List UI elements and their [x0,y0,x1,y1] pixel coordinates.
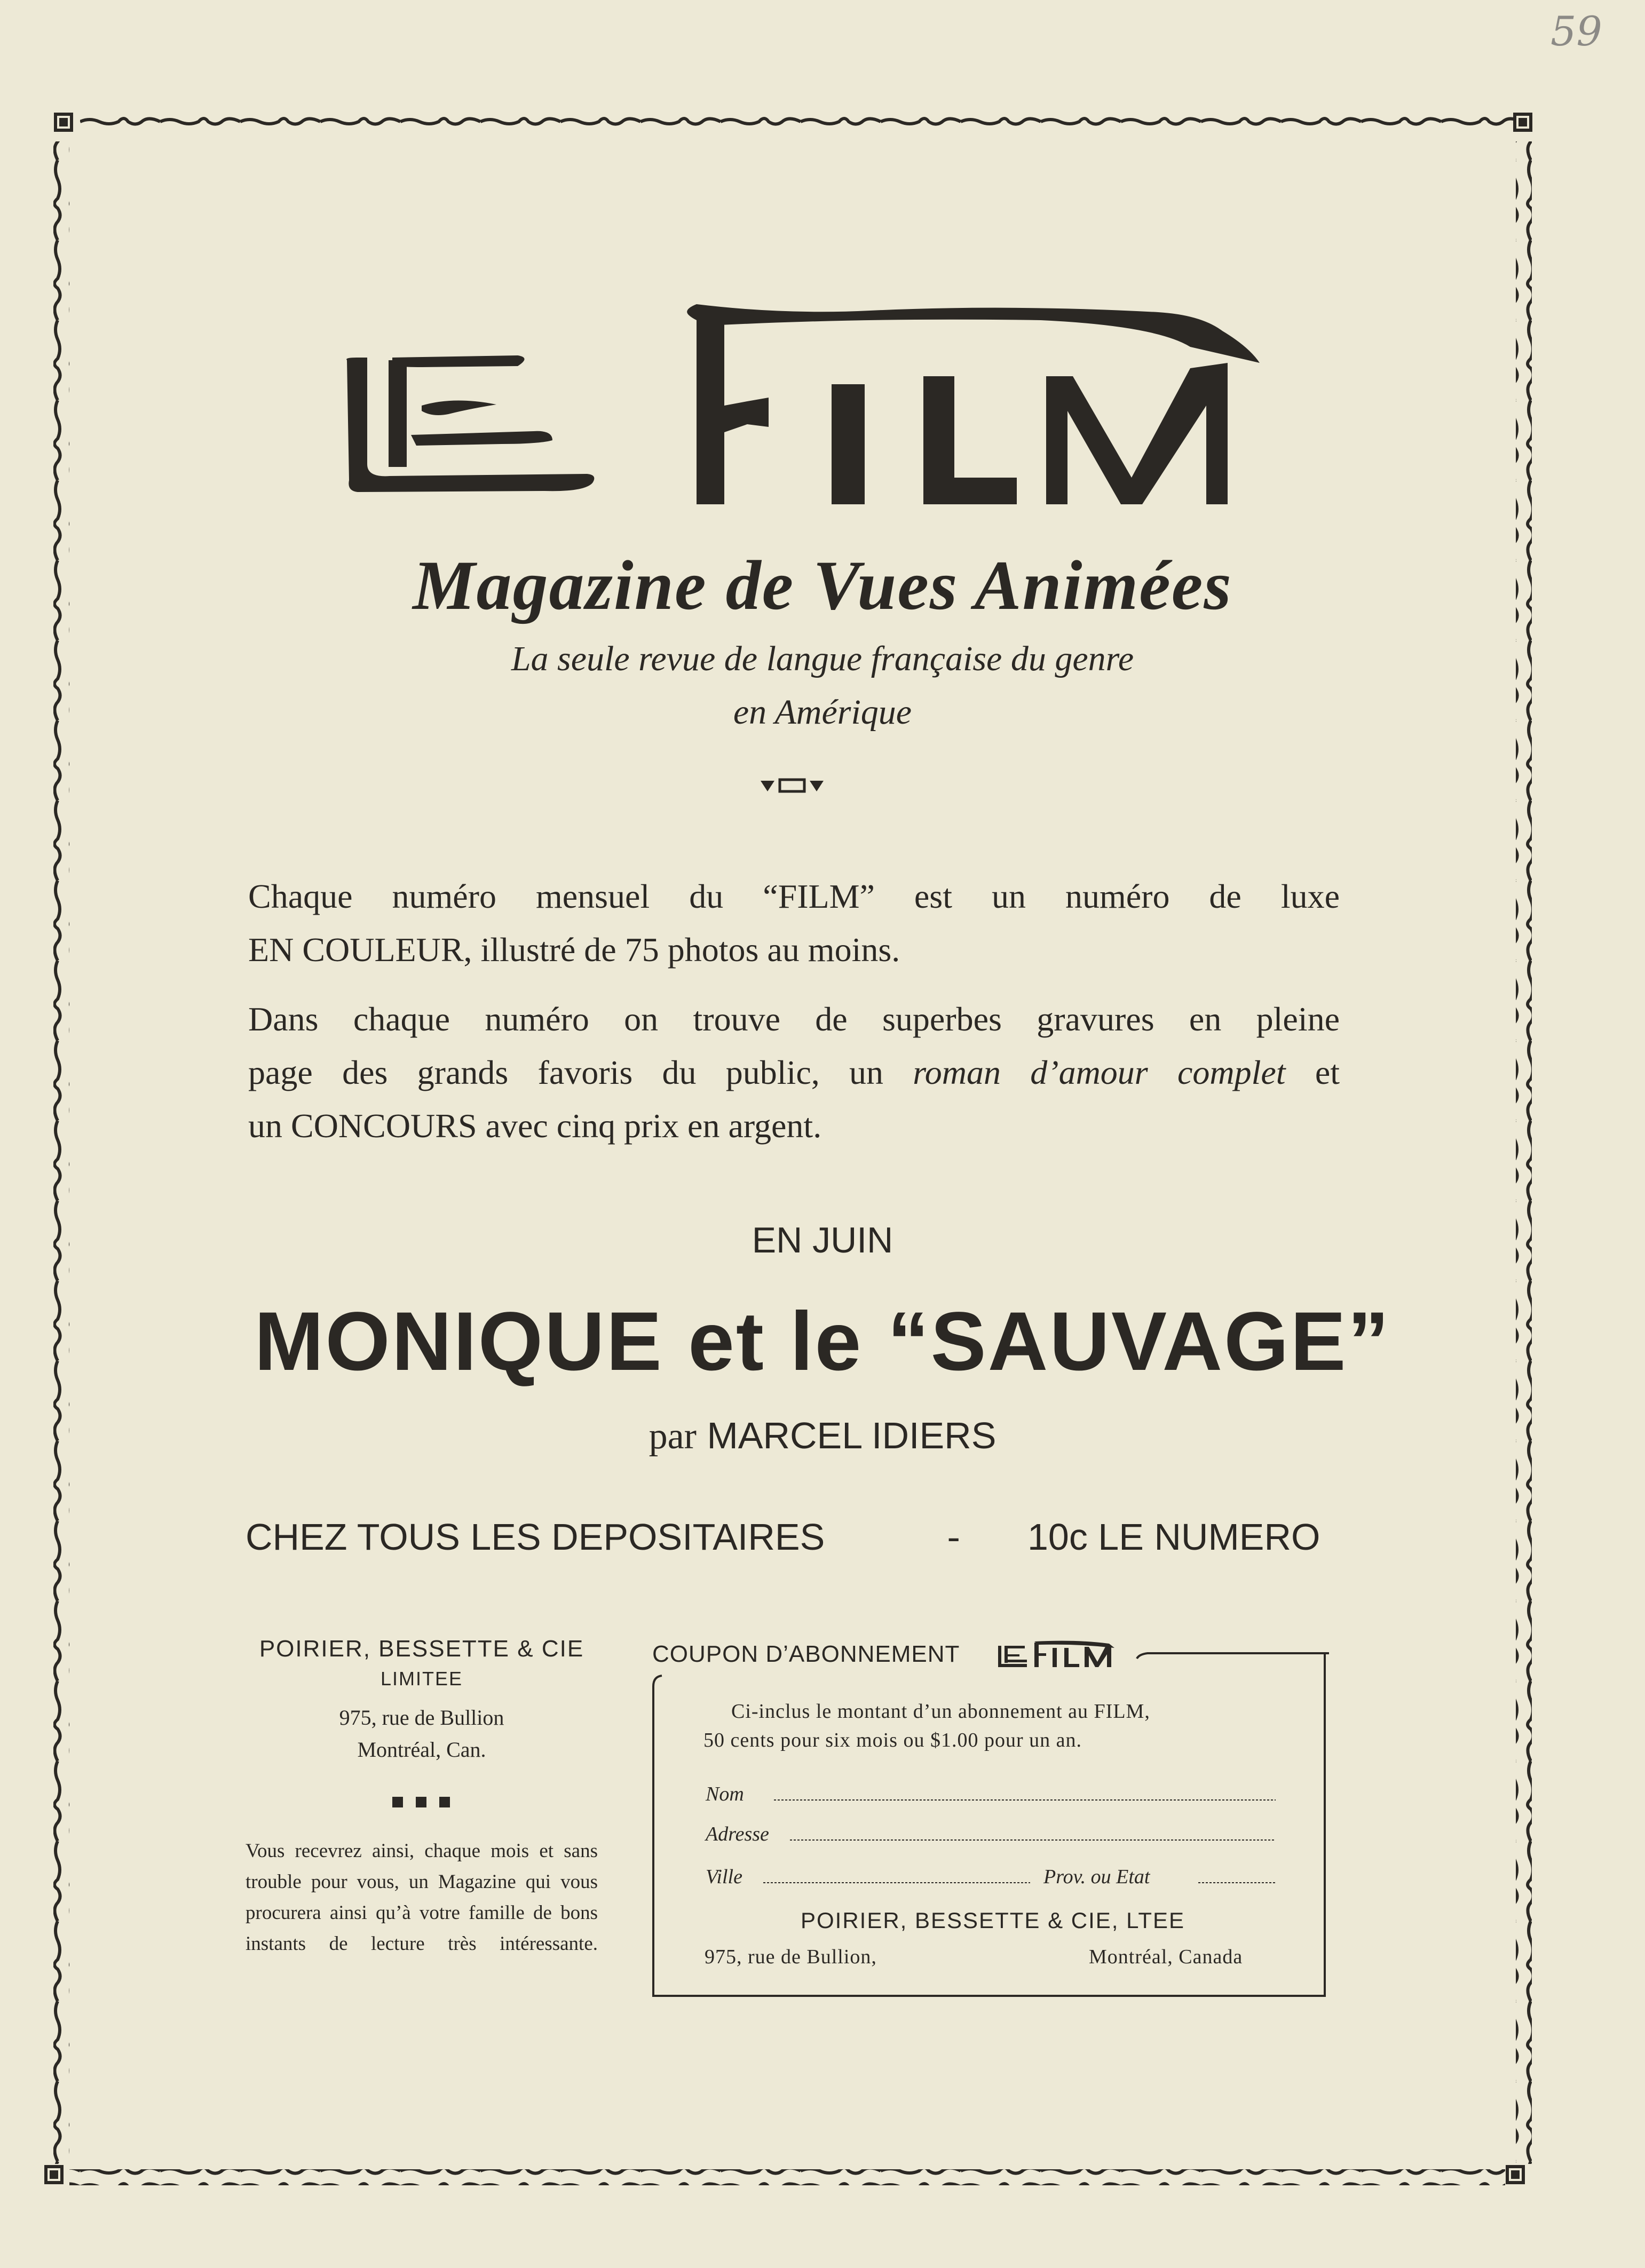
border-bottom [69,2169,1505,2185]
tagline [0,632,1645,739]
coupon-field-lines [694,1777,1281,1889]
coupon-intro [703,1697,1275,1755]
feature-author [0,1414,1645,1458]
coupon-company: POIRIER, BESSETTE & CIE, LTEE [800,1908,1185,1933]
publisher-name: POIRIER, BESSETTE & CIE [259,1636,584,1662]
publisher-city: Montréal, Can. [357,1738,486,1762]
coupon-intro-line-2: 50 cents pour six mois ou $1.00 pour un an. [703,1729,1082,1751]
intro-paragraph-1 [248,870,1340,977]
magazine-subtitle: Magazine de Vues Animées [413,546,1232,624]
coupon-address: 975, rue de Bullion, [705,1946,877,1968]
border-top [80,113,1516,129]
author-name: MARCEL IDIERS [707,1415,997,1456]
intro-p1-line-1: Chaque numéro mensuel du “FILM” est un numéro de luxe [248,877,1340,915]
distribution-text: CHEZ TOUS LES DEPOSITAIRES [246,1516,825,1558]
le-film-logo [342,304,1265,518]
intro-paragraph-2 [248,993,1340,1153]
publisher-suffix: LIMITEE [380,1668,463,1690]
tagline-line-2: en Amérique [733,693,912,732]
page-number: 59 [1551,7,1602,55]
price-text: 10c LE NUMERO [1027,1516,1320,1558]
field-label-address: Adresse [706,1823,769,1845]
intro-p2-line-1: Dans chaque numéro on trouve de superbes gravures en pleine [248,1000,1340,1038]
field-label-city: Ville [706,1866,742,1888]
feature-month: EN JUIN [752,1220,893,1260]
publisher-note: Vous recevrez ainsi, chaque mois et sans trouble pour vous, un Magazine qui vous procurera ainsi qu’à votre famille de bons instants de lecture très intéressante. [246,1840,598,1955]
coupon-heading: COUPON D’ABONNEMENT [652,1641,960,1667]
field-label-name: Nom [706,1783,744,1805]
intro-p2-line-2: page des grands favoris du public, un roman d’amour complet et [248,1053,1340,1091]
tagline-line-1: La seule revue de langue française du genre [511,639,1134,678]
field-label-province: Prov. ou Etat [1043,1866,1150,1888]
intro-p2-line-3: un CONCOURS avec cinq prix en argent. [248,1107,822,1145]
publisher-address: 975, rue de Bullion [339,1706,504,1730]
ornament-divider [761,776,825,798]
intro-p1-line-2: EN COULEUR, illustré de 75 photos au moins. [248,931,900,969]
border-left [53,141,69,2164]
roman-complet-emphasis: roman d’amour complet [913,1053,1286,1091]
coupon-intro-line-1: Ci-inclus le montant d’un abonnement au FILM, [731,1700,1150,1723]
distribution-dash: - [947,1516,960,1557]
border-right [1516,141,1532,2164]
square-bullets [392,1796,451,1809]
coupon-city: Montréal, Canada [1089,1946,1243,1968]
author-prefix: par [648,1416,697,1457]
feature-title: MONIQUE et le “SAUVAGE” [254,1295,1391,1388]
